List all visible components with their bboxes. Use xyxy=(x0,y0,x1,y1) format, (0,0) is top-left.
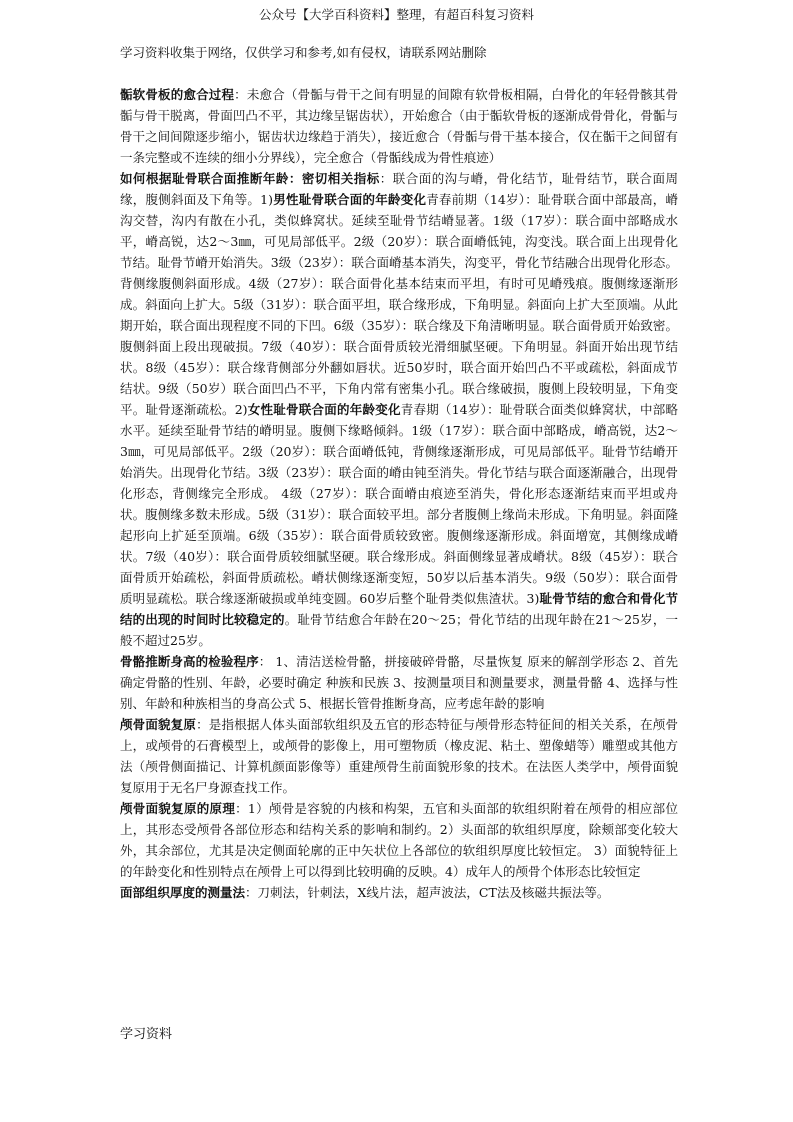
paragraph-stature-procedure xyxy=(120,651,678,714)
paragraph-text-male: 青春前期（14岁）：耻骨联合面中部最高，嵴沟交替，沟内有散在小孔，类似蜂窝状。延续至耻骨节结嵴显著。1级（17岁）：联合面中部略成水平，嵴高锐，达2～3㎜，可见局部低平。2级（20岁）：联合面嵴低钝，沟变浅。联合面上出现骨化节结。耻骨节嵴开始消失。3级（23岁）：联合面嵴基本消失，沟变平，骨化节结融合出现骨化形态。背侧缘腹侧斜面形成。4级（27岁）：联合面骨化基本结束而平坦，有时可见嵴残痕。腹侧缘逐渐形成。斜面向上扩大。5级（31岁）：联合面平坦，联合缘形成，下角明显。斜面向上扩大至顶端。从此期开始，联合面出现程度不同的下凹。6级（35岁）：联合缘及下角清晰明显。联合面骨质开始致密。腹侧斜面上段出现破损。7级（40岁）：联合面骨质较光滑细腻坚硬。下角明显。斜面开始出现节结状。8级（45岁）：联合缘背侧部分外翻如唇状。近50岁时，联合面开始凹凸不平或疏松，斜面成节结状。9级（50岁）联合面凹凸不平，下角内常有密集小孔。联合缘破损，腹侧上段较明显，下角变平。耻骨逐渐疏松。2) xyxy=(120,192,678,417)
page-footer: 学习资料 xyxy=(120,1027,173,1042)
paragraph-heading: 颅骨面貌复原 xyxy=(120,717,197,732)
paragraph-heading: 面部组织厚度的测量法 xyxy=(120,885,246,900)
page-header: 公众号【大学百科资料】整理，有超百科复习资料 xyxy=(258,7,534,22)
paragraph-heading: 颅骨面貌复原的原理 xyxy=(120,801,236,816)
paragraph-heading: 骨骼推断身高的检验程序 xyxy=(120,654,259,669)
paragraph-pubic-symphysis-age xyxy=(120,168,678,651)
paragraph-reconstruction-principle xyxy=(120,798,678,882)
paragraph-text-female: 青春期（14岁）：耻骨联合面类似蜂窝状，中部略水平。延续至耻骨节结的嵴明显。腹侧下缘略倾斜。1级（17岁）：联合面中部略成，嵴高锐，达2～3㎜，可见局部低平。2级（20岁）：联合面嵴低钝，背侧缘逐渐形成，可见局部低平。耻骨节结嵴开始消失。出现骨化节结。3级（23岁）：联合面的嵴由钝至消失。骨化节结与联合面逐渐融合，出现骨化形态，背侧缘完全形成。 4级（27岁）：联合面嵴由痕迹至消失，骨化形态逐渐结束而平坦或舟状。腹侧缘多数未形成。5级（31岁）：联合面较平坦。部分者腹侧上缘尚未形成。下角明显。斜面隆起形向上扩延至顶端。6级（35岁）：联合面骨质较致密。腹侧缘逐渐形成。斜面增宽，其侧缘成嵴状。7级（40岁）：联合面骨质较细腻坚硬。联合缘形成。斜面侧缘显著成嵴状。8级（45岁）：联合面骨质开始疏松，斜面骨质疏松。嵴状侧缘逐渐变短，50岁以后基本消失。9级（50岁）：联合面骨质明显疏松。联合缘逐渐破损或单纯变圆。60岁后整个耻骨类似焦渣状。3) xyxy=(120,402,678,606)
paragraph-text: ：未愈合（骨骺与骨干之间有明显的间隙有软骨板相隔，白骨化的年轻骨骸其骨骺与骨干脱离，骨面凹凸不平，其边缘呈锯齿状），开始愈合（由于骺软骨板的逐渐成骨骨化，骨骺与骨干之间间隙逐步缩小，锯齿状边缘趋于消失），接近愈合（骨骺与骨干基本接合，仅在骺干之间留有一条完整或不连续的细小分界线），完全愈合（骨骺线成为骨性痕迹） xyxy=(120,87,678,165)
paragraph-epiphyseal-healing xyxy=(120,84,678,168)
paragraph-heading: 如何根据耻骨联合面推断年龄：密切相关指标 xyxy=(120,171,380,186)
subheading-male: 男性耻骨联合面的年龄变化 xyxy=(273,192,427,207)
document-body xyxy=(120,84,678,903)
paragraph-text: ： 1、清洁送检骨骼，拼接破碎骨骼，尽量恢复 原来的解剖学形态 2、首先确定骨骼的性别、年龄，必要时确定 种族和民族 3、按测量项目和测量要求，测量骨骼 4、选择与性别、年龄和种族相当的身高公式 5、根据长管骨推断身高，应考虑年龄的影响 xyxy=(120,654,678,711)
paragraph-text: ：是指根据人体头面部软组织及五官的形态特征与颅骨形态特征间的相关关系，在颅骨上，或颅骨的石膏模型上，或颅骨的影像上，用可塑物质（橡皮泥、粘土、塑像蜡等）雕塑或其他方法（颅骨侧面描记、计算机颜面影像等）重建颅骨生前面貌形象的技术。在法医人类学中，颅骨面貌复原用于无名尸身源查找工作。 xyxy=(120,717,678,795)
paragraph-text-pubic-tubercle: 。耻骨节结愈合年龄在20～25；骨化节结的出现年龄在21～25岁，一般不超过25岁。 xyxy=(120,612,678,648)
subheading-female: 女性耻骨联合面的年龄变化 xyxy=(247,402,401,417)
paragraph-tissue-thickness xyxy=(120,882,678,903)
paragraph-text: ：刀刺法，针刺法，X线片法，超声波法，CT法及核磁共振法等。 xyxy=(245,885,610,900)
paragraph-text: ：1）颅骨是容貌的内核和构架，五官和头面部的软组织附着在颅骨的相应部位上，其形态受颅骨各部位形态和结构关系的影响和制约。2）头面部的软组织厚度，除颊部变化较大外，其余部位，尤其是决定侧面轮廓的正中矢状位上各部位的软组织厚度比较恒定。 3）面貌特征上的年龄变化和性别特点在颅骨上可以得到比较明确的反映。4）成年人的颅骨个体形态比较恒定 xyxy=(120,801,678,879)
paragraph-facial-reconstruction xyxy=(120,714,678,798)
paragraph-text: ：联合面的沟与嵴，骨化结节，耻骨结节，联合面周缘，腹侧斜面及下角等。1) xyxy=(120,171,678,207)
subheading-pubic-tubercle: 耻骨节结的愈合和骨化节结的出现的时间时比较稳定的 xyxy=(120,591,678,627)
copyright-notice: 学习资料收集于网络，仅供学习和参考,如有侵权，请联系网站删除 xyxy=(120,45,487,60)
paragraph-heading: 骺软骨板的愈合过程 xyxy=(120,87,235,102)
